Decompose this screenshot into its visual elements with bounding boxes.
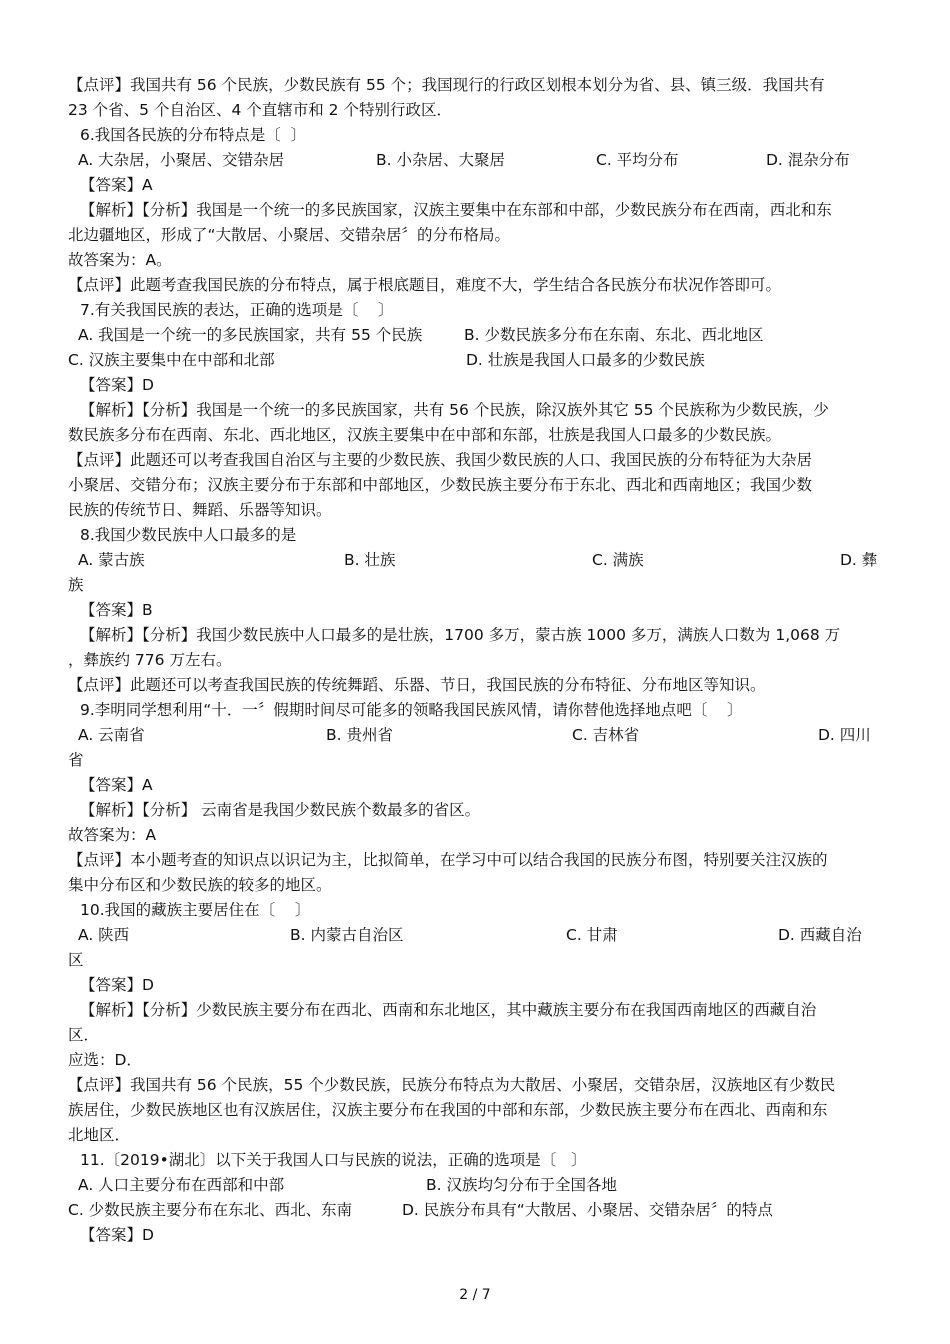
- text-line: 北边疆地区，形成了“大散居、小聚居、交错杂居〞的分布格局。: [68, 226, 511, 244]
- text-line: 【点评】我国共有 56 个民族，少数民族有 55 个；我国现行的行政区划根本划分为省、县、镇三级．我国共有: [68, 76, 825, 94]
- option: A. 人口主要分布在西部和中部: [78, 1176, 285, 1194]
- text-line: 集中分布区和少数民族的较多的地区。: [68, 876, 332, 894]
- options-row: [0, 1173, 950, 1198]
- option: A. 蒙古族: [78, 551, 145, 569]
- question-8: 8.我国少数民族中人口最多的是: [80, 526, 297, 544]
- analysis: 【解析】【分析】我国是一个统一的多民族国家，汉族主要集中在东部和中部，少数民族分布在西南，西北和东: [80, 201, 832, 219]
- answer: 【答案】D: [80, 976, 154, 994]
- option: B. 内蒙古自治区: [290, 926, 404, 944]
- option: D. 壮族是我国人口最多的少数民族: [466, 351, 705, 369]
- options-row: [0, 148, 950, 173]
- answer: 【答案】A: [80, 776, 153, 794]
- answer: 【答案】B: [80, 601, 153, 619]
- comment: 【点评】此题考查我国民族的分布特点，属于根底题目，难度不大，学生结合各民族分布状况作答即可。: [68, 276, 782, 294]
- option: A. 大杂居，小聚居、交错杂居: [78, 151, 285, 169]
- text-line: 区．: [68, 1026, 100, 1044]
- option: D. 民族分布具有“大散居、小聚居、交错杂居〞的特点: [402, 1201, 773, 1219]
- text-line: 故答案为：A: [68, 826, 157, 844]
- option: D. 四川: [818, 726, 871, 744]
- answer: 【答案】D: [80, 1226, 154, 1244]
- options-row: [0, 548, 950, 573]
- option: C. 汉族主要集中在中部和北部: [68, 351, 275, 369]
- option: C. 吉林省: [572, 726, 640, 744]
- options-row: [0, 723, 950, 748]
- analysis: 【解析】【分析】 云南省是我国少数民族个数最多的省区。: [80, 801, 481, 819]
- text-line: 省: [68, 751, 84, 769]
- comment: 【点评】我国共有 56 个民族，55 个少数民族，民族分布特点为大散居、小聚居，交错杂居，汉族地区有少数民: [68, 1076, 836, 1094]
- option: B. 汉族均匀分布于全国各地: [426, 1176, 617, 1194]
- text-line: 族: [68, 576, 84, 594]
- comment: 【点评】此题还可以考查我国民族的传统舞蹈、乐器、节日，我国民族的分布特征、分布地区等知识。: [68, 676, 766, 694]
- options-row: [0, 323, 950, 348]
- option: C. 甘肃: [566, 926, 618, 944]
- text-line: 小聚居、交错分布；汉族主要分布于东部和中部地区，少数民族主要分布于东北、西北和西南地区；我国少数: [68, 476, 813, 494]
- option: B. 壮族: [344, 551, 396, 569]
- question-6: 6.我国各民族的分布特点是〔 〕: [80, 126, 307, 144]
- text-line: 应选：D．: [68, 1051, 142, 1069]
- analysis: 【解析】【分析】我国少数民族中人口最多的是壮族，1700 多万，蒙古族 1000 多万，满族人口数为 1,068 万: [80, 626, 841, 644]
- answer: 【答案】D: [80, 376, 154, 394]
- option: C. 平均分布: [596, 151, 679, 169]
- text-line: 民族的传统节日、舞蹈、乐器等知识。: [68, 501, 332, 519]
- option: D. 混杂分布: [766, 151, 850, 169]
- option: A. 我国是一个统一的多民族国家，共有 55 个民族: [78, 326, 423, 344]
- answer: 【答案】A: [80, 176, 153, 194]
- question-9: 9.李明同学想利用“十．一〞假期时间尽可能多的领略我国民族风情，请你替他选择地点吧〔 〕: [80, 701, 743, 719]
- option: C. 满族: [592, 551, 644, 569]
- option: D. 彝: [840, 551, 878, 569]
- question-7: 7.有关我国民族的表达，正确的选项是〔 〕: [80, 301, 394, 319]
- option: D. 西藏自治: [778, 926, 862, 944]
- comment: 【点评】此题还可以考查我国自治区与主要的少数民族、我国少数民族的人口、我国民族的分布特征为大杂居: [68, 451, 813, 469]
- analysis: 【解析】【分析】少数民族主要分布在西北、西南和东北地区，其中藏族主要分布在我国西南地区的西藏自治: [80, 1001, 817, 1019]
- text-line: 北地区．: [68, 1126, 131, 1144]
- text-line: 族居住，少数民族地区也有汉族居住，汉族主要分布在我国的中部和东部，少数民族主要分布在西北、西南和东: [68, 1101, 828, 1119]
- option: C. 少数民族主要分布在东北、西北、东南: [68, 1201, 353, 1219]
- option: B. 小杂居、大聚居: [376, 151, 505, 169]
- option: A. 云南省: [78, 726, 145, 744]
- comment: 【点评】本小题考查的知识点以识记为主，比拟简单，在学习中可以结合我国的民族分布图，特别要关注汉族的: [68, 851, 828, 869]
- page-number: 2 / 7: [459, 1287, 491, 1303]
- text-line: 故答案为：A。: [68, 251, 172, 269]
- text-line: 区: [68, 951, 84, 969]
- option: A. 陕西: [78, 926, 130, 944]
- text-line: 数民族多分布在西南、东北、西北地区，汉族主要集中在中部和东部，壮族是我国人口最多的少数民族。: [68, 426, 782, 444]
- text-line: 23 个省、5 个自治区、4 个直辖市和 2 个特别行政区．: [68, 101, 452, 119]
- options-row: [0, 1198, 950, 1223]
- analysis: 【解析】【分析】我国是一个统一的多民族国家，共有 56 个民族，除汉族外其它 55 个民族称为少数民族，少: [80, 401, 829, 419]
- question-10: 10.我国的藏族主要居住在〔 〕: [80, 901, 311, 919]
- option: B. 贵州省: [326, 726, 393, 744]
- text-line: ，彝族约 776 万左右。: [68, 651, 232, 669]
- question-11: 11.〔2019•湖北〕以下关于我国人口与民族的说法，正确的选项是〔 〕: [80, 1151, 587, 1169]
- options-row: [0, 348, 950, 373]
- options-row: [0, 923, 950, 948]
- option: B. 少数民族多分布在东南、东北、西北地区: [464, 326, 764, 344]
